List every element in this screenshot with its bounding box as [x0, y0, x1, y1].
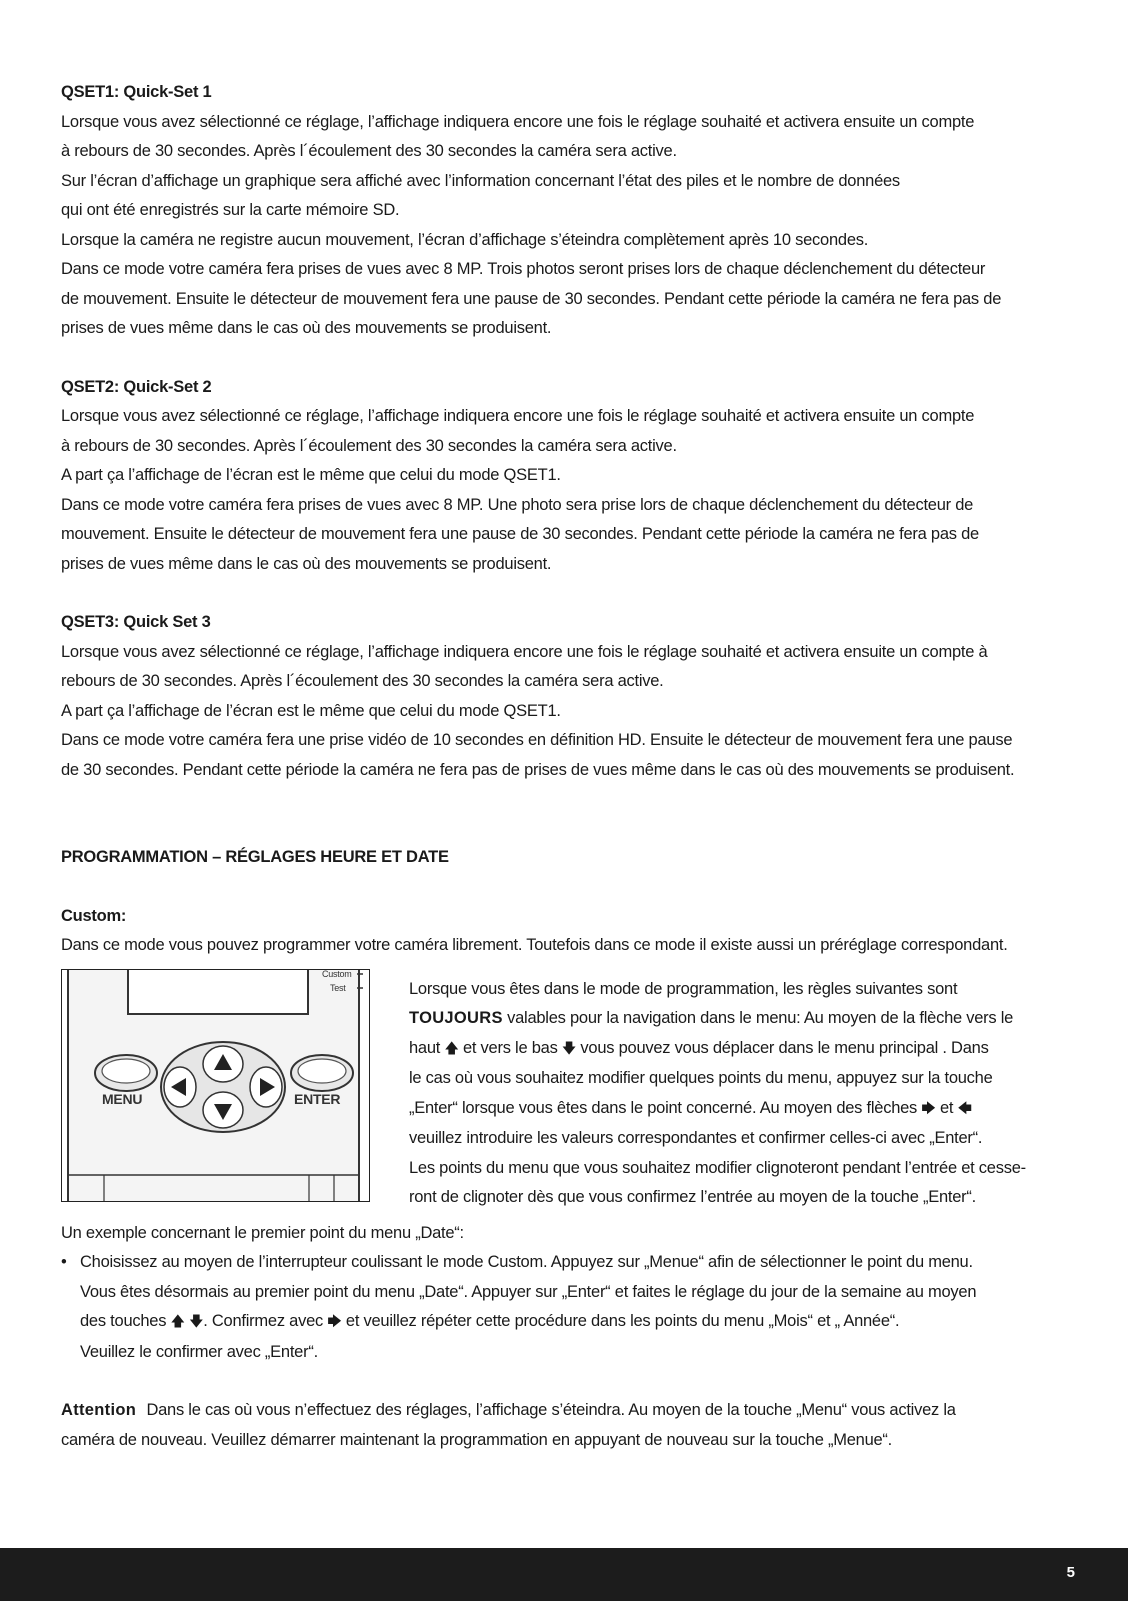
lcd-screen	[128, 970, 308, 1014]
qset1-line-2: à rebours de 30 secondes. Après l´écoulement des 30 secondes la caméra sera active.	[61, 142, 677, 160]
nav-line-6: veuillez introduire les valeurs correspondantes et confirmer celles-ci avec „Enter“.	[409, 1129, 983, 1147]
qset3-line-3: A part ça l’affichage de l’écran est le même que celui du mode QSET1.	[61, 701, 561, 720]
nav-line-5: „Enter“ lorsque vous êtes dans le point concerné. Au moyen des flèches 🡆 et 🡄	[409, 1098, 972, 1117]
qset1-line-3: Sur l’écran d’affichage un graphique sera affiché avec l’information concernant l’état des piles et le nombre de données	[61, 171, 900, 190]
example-section	[61, 1219, 1071, 1368]
arrow-left-icon: 🡄	[957, 1100, 972, 1117]
arrow-up-icon: 🡅	[444, 1040, 459, 1057]
attention-line-1: Attention Dans le cas où vous n’effectuez des réglages, l’affichage s’éteindra. Au moyen de la touche „Menu“ vous activez la	[61, 1401, 956, 1419]
qset2-line-6: prises de vues même dans le cas où des mouvements se produisent.	[61, 554, 552, 573]
nav-line-4: le cas où vous souhaitez modifier quelques points du menu, appuyez sur la touche	[409, 1069, 993, 1087]
qset1-line-4: qui ont été enregistrés sur la carte mémoire SD.	[61, 201, 400, 219]
qset1-heading: QSET1: Quick-Set 1	[61, 83, 212, 101]
navigation-rules	[409, 975, 1074, 1213]
qset1-line-6: Dans ce mode votre caméra fera prises de vues avec 8 MP. Trois photos seront prises lors de chaque déclenchement du détecteur	[61, 260, 986, 278]
camera-keypad-illustration	[61, 969, 370, 1202]
example-step: • Choisissez au moyen de l’interrupteur coulissant le mode Custom. Appuyez sur „Menue“ afin de sélectionner le point du menu. Vous êtes désormais au premier point du menu „Date“. Appuyer sur „Enter“ et faites le réglage du jour de la semaine au moyen des touches 🡅 🡇. Confirmez avec 🡆 et veuillez répéter cette procédure dans les points du menu „Mois“ et „ Année“. Veuillez le confirmer avec „Enter“.	[61, 1248, 1071, 1367]
page-number: 5	[1066, 1564, 1075, 1581]
nav-line-2: TOUJOURS valables pour la navigation dans le menu: Au moyen de la flèche vers le	[409, 1009, 1014, 1027]
arrow-up-icon: 🡅	[170, 1314, 185, 1330]
arrow-right-icon: 🡆	[327, 1314, 342, 1330]
custom-switch-label: Custom	[322, 969, 352, 979]
qset1-line-1: Lorsque vous avez sélectionné ce réglage, l’affichage indiquera encore une fois le réglage souhaité et activera ensuite un compte	[61, 112, 975, 131]
qset3-line-4: Dans ce mode votre caméra fera une prise vidéo de 10 secondes en définition HD. Ensuite le détecteur de mouvement fera une pause	[61, 731, 1013, 749]
programming-heading: PROGRAMMATION – RÉGLAGES HEURE ET DATE	[61, 848, 449, 866]
qset3-line-2: rebours de 30 secondes. Après l´écoulement des 30 secondes la caméra sera active.	[61, 672, 664, 690]
arrow-right-icon: 🡆	[921, 1100, 936, 1117]
menu-button-label: MENU	[102, 1090, 143, 1107]
attention-line-2: caméra de nouveau. Veuillez démarrer maintenant la programmation en appuyant de nouveau sur la touche „Menue“.	[61, 1430, 893, 1449]
footer-bar	[0, 1548, 1128, 1601]
example-steps	[61, 1248, 1071, 1367]
custom-heading: Custom:	[61, 906, 127, 925]
qset2-line-2: à rebours de 30 secondes. Après l´écoulement des 30 secondes la caméra sera active.	[61, 436, 677, 455]
qset1-section	[61, 78, 1071, 344]
arrow-down-icon: 🡇	[561, 1040, 577, 1057]
qset2-line-4: Dans ce mode votre caméra fera prises de vues avec 8 MP. Une photo sera prise lors de chaque déclenchement du détecteur de	[61, 495, 974, 514]
qset2-section	[61, 373, 1071, 580]
test-switch-label: Test	[330, 982, 346, 993]
nav-line-8: ront de clignoter dès que vous confirmez l’entrée au moyen de la touche „Enter“.	[409, 1188, 976, 1206]
qset1-line-8: prises de vues même dans le cas où des mouvements se produisent.	[61, 319, 552, 337]
attention-section	[61, 1396, 1071, 1455]
qset2-line-1: Lorsque vous avez sélectionné ce réglage, l’affichage indiquera encore une fois le réglage souhaité et activera ensuite un compte	[61, 407, 975, 425]
page-content	[61, 78, 1071, 1455]
qset3-heading: QSET3: Quick Set 3	[61, 613, 211, 631]
qset2-line-3: A part ça l’affichage de l’écran est le même que celui du mode QSET1.	[61, 466, 561, 484]
nav-line-3: haut 🡅 et vers le bas 🡇 vous pouvez vous déplacer dans le menu principal . Dans	[409, 1038, 989, 1057]
navigation-block	[61, 969, 1071, 1219]
arrow-down-icon: 🡇	[189, 1314, 204, 1330]
qset3-line-5: de 30 secondes. Pendant cette période la caméra ne fera pas de prises de vues même dans le cas où des mouvements se produisent.	[61, 760, 1015, 779]
qset1-line-7: de mouvement. Ensuite le détecteur de mouvement fera une pause de 30 secondes. Pendant cette période la caméra ne fera pas de	[61, 289, 1002, 308]
programming-section	[61, 843, 1071, 1219]
qset2-heading: QSET2: Quick-Set 2	[61, 377, 212, 396]
nav-line-7: Les points du menu que vous souhaitez modifier clignoteront pendant l’entrée et cesse-	[409, 1158, 1026, 1177]
nav-line-1: Lorsque vous êtes dans le mode de programmation, les règles suivantes sont	[409, 979, 958, 998]
attention-label: Attention	[61, 1401, 137, 1419]
toujours-emphasis: TOUJOURS	[409, 1009, 503, 1027]
enter-button-label: ENTER	[294, 1090, 341, 1107]
qset3-section	[61, 608, 1071, 785]
qset2-line-5: mouvement. Ensuite le détecteur de mouvement fera une pause de 30 secondes. Pendant cette période la caméra ne fera pas de	[61, 525, 979, 543]
qset3-line-1: Lorsque vous avez sélectionné ce réglage, l’affichage indiquera encore une fois le réglage souhaité et activera ensuite un compte à	[61, 642, 988, 661]
qset1-line-5: Lorsque la caméra ne registre aucun mouvement, l’écran d’affichage s’éteindra complètement après 10 secondes.	[61, 230, 869, 249]
example-intro: Un exemple concernant le premier point du menu „Date“:	[61, 1223, 464, 1242]
custom-line: Dans ce mode vous pouvez programmer votre caméra librement. Toutefois dans ce mode il existe aussi un préréglage correspondant.	[61, 936, 1008, 954]
